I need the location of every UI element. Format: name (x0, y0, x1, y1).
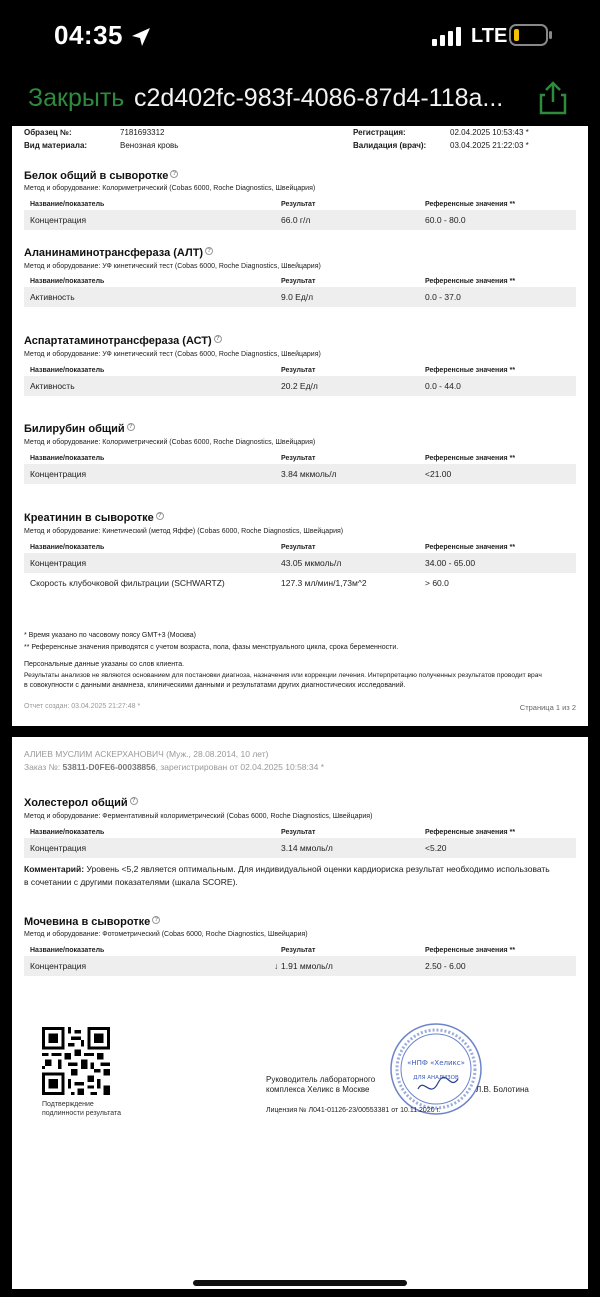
report-page-2 (12, 737, 588, 1289)
row-name: Активность (30, 381, 75, 391)
table-row (24, 573, 576, 593)
table-row (24, 376, 576, 396)
test-title: Холестерол общий ? (24, 797, 138, 809)
row-result: 9.0 Ед/л (281, 292, 314, 302)
row-ref: > 60.0 (425, 578, 449, 588)
table-row (24, 287, 576, 307)
test-method: Метод и оборудование: Кинетический (метод Яффе) (Cobas 6000, Roche Diagnostics, Швейцария) (24, 528, 344, 535)
footnote: в совокупности с данными анамнеза, клиническими данными и результатами других диагностических исследований. (24, 682, 406, 689)
comment-text: Уровень <5,2 является оптимальным. Для индивидуальной оценки кардиориска результат необходимо использовать (86, 864, 550, 874)
table-row (24, 956, 576, 976)
row-name: Концентрация (30, 843, 87, 853)
table-row (24, 838, 576, 858)
help-icon[interactable]: ? (170, 170, 178, 178)
row-result: 43.05 мкмоль/л (281, 558, 342, 568)
network-type: LTE (471, 25, 508, 47)
registration-label: Регистрация: (353, 128, 406, 137)
row-ref: 0.0 - 44.0 (425, 381, 461, 391)
order-number: 53811-D0FE6-00038856 (62, 762, 156, 772)
row-ref: 34.00 - 65.00 (425, 558, 476, 568)
row-result: 20.2 Ед/л (281, 381, 318, 391)
row-name: Активность (30, 292, 75, 302)
test-method: Метод и оборудование: Колориметрический (Cobas 6000, Roche Diagnostics, Швейцария) (24, 439, 316, 446)
test-method: Метод и оборудование: Ферментативный колориметрический (Cobas 6000, Roche Diagnostics, Швейцария) (24, 813, 373, 820)
lab-head-title: Руководитель лабораторного (266, 1075, 376, 1084)
test-title: Аспартатаминотрансфераза (АСТ) ? (24, 335, 222, 347)
row-ref: <5.20 (425, 843, 447, 853)
test-method: Метод и оборудование: Колориметрический (Cobas 6000, Roche Diagnostics, Швейцария) (24, 185, 316, 192)
table-row (24, 464, 576, 484)
test-method: Метод и оборудование: Фотометрический (Cobas 6000, Roche Diagnostics, Швейцария) (24, 931, 308, 938)
test-title: Мочевина в сыворотке ? (24, 916, 160, 928)
row-result: 127.3 мл/мин/1,73м^2 (281, 578, 367, 588)
row-ref: <21.00 (425, 469, 452, 479)
row-name: Скорость клубочковой фильтрации (SCHWARTZ) (30, 578, 225, 588)
order-prefix: Заказ №: (24, 762, 61, 772)
comment (24, 864, 550, 874)
lab-head-name: Л.В. Болотина (476, 1085, 529, 1094)
col-result-header: Результат (281, 278, 316, 285)
status-bar (0, 0, 600, 70)
viewer-nav-bar (0, 70, 600, 128)
row-ref: 0.0 - 37.0 (425, 292, 461, 302)
help-icon[interactable]: ? (214, 335, 222, 343)
col-name-header: Название/показатель (30, 367, 105, 374)
sample-label: Образец №: (24, 128, 72, 137)
col-name-header: Название/показатель (30, 947, 105, 954)
col-ref-header: Референсные значения ** (425, 455, 516, 462)
row-name: Концентрация (30, 961, 87, 971)
footnote: Персональные данные указаны со слов клиента. (24, 661, 185, 668)
material-value: Венозная кровь (120, 141, 179, 150)
row-ref: 60.0 - 80.0 (425, 215, 466, 225)
col-name-header: Название/показатель (30, 455, 105, 462)
col-result-header: Результат (281, 367, 316, 374)
report-page-1 (12, 126, 588, 726)
col-ref-header: Референсные значения ** (425, 947, 516, 954)
footnote: * Время указано по часовому поясу GMT+3 (Москва) (24, 632, 196, 639)
order-info (24, 762, 324, 772)
row-result: 3.14 ммоль/л (281, 843, 333, 853)
document-title: c2d402fc-983f-4086-87d4-118a... (134, 84, 504, 112)
col-ref-header: Референсные значения ** (425, 278, 516, 285)
seal-bottom-text: ДЛЯ АНАЛИЗОВ (413, 1075, 459, 1081)
license: Лицензия № Л041-01126-23/00553381 от 10.11.2020 г. (266, 1107, 441, 1114)
row-ref: 2.50 - 6.00 (425, 961, 466, 971)
col-result-header: Результат (281, 201, 316, 208)
test-method: Метод и оборудование: УФ кинетический тест (Cobas 6000, Roche Diagnostics, Швейцария) (24, 263, 321, 270)
footnote: ** Референсные значения приводятся с учетом возраста, пола, фазы менструального цикла, срока беременности. (24, 644, 399, 651)
col-name-header: Название/показатель (30, 544, 105, 551)
col-ref-header: Референсные значения ** (425, 829, 516, 836)
patient-info: АЛИЕВ МУСЛИМ АСКЕРХАНОВИЧ (Муж., 28.08.2014, 10 лет) (24, 749, 269, 759)
table-row (24, 553, 576, 573)
test-title: Аланинаминотрансфераза (АЛТ) ? (24, 247, 213, 259)
battery-icon (509, 24, 553, 46)
help-icon[interactable]: ? (130, 797, 138, 805)
qr-caption: Подтверждение (42, 1101, 94, 1108)
footnote: Результаты анализов не являются основанием для постановки диагноза, назначения или коррекции лечения. Интерпретацию полученных результатов проводит врач (24, 672, 542, 679)
col-name-header: Название/показатель (30, 201, 105, 208)
registration-value: 02.04.2025 10:53:43 * (450, 128, 529, 137)
order-suffix: , зарегистрирован от 02.04.2025 10:58:34 * (155, 762, 325, 772)
col-name-header: Название/показатель (30, 278, 105, 285)
signal-icon (432, 26, 462, 46)
row-result: 1.91 ммоль/л (281, 961, 333, 971)
lab-seal-stamp (388, 1021, 484, 1117)
lab-head-title: комплекса Хеликс в Москве (266, 1085, 370, 1094)
qr-code[interactable] (42, 1027, 110, 1095)
row-name: Концентрация (30, 558, 87, 568)
report-created: Отчет создан: 03.04.2025 21:27:48 * (24, 703, 141, 710)
share-icon[interactable] (536, 80, 570, 116)
col-result-header: Результат (281, 455, 316, 462)
close-button[interactable]: Закрыть (28, 84, 125, 112)
col-name-header: Название/показатель (30, 829, 105, 836)
validation-label: Валидация (врач): (353, 141, 427, 150)
test-title: Креатинин в сыворотке ? (24, 512, 164, 524)
comment-label: Комментарий: (24, 864, 85, 874)
down-arrow-icon: ↓ (274, 961, 279, 971)
help-icon[interactable]: ? (205, 247, 213, 255)
status-time: 04:35 (54, 20, 123, 50)
test-method: Метод и оборудование: УФ кинетический тест (Cobas 6000, Roche Diagnostics, Швейцария) (24, 351, 321, 358)
col-ref-header: Референсные значения ** (425, 367, 516, 374)
row-result: 66.0 г/л (281, 215, 311, 225)
col-ref-header: Референсные значения ** (425, 201, 516, 208)
home-indicator[interactable] (193, 1280, 407, 1286)
page-number: Страница 1 из 2 (519, 703, 576, 712)
table-row (24, 210, 576, 230)
row-result: 3.84 мкмоль/л (281, 469, 337, 479)
col-result-header: Результат (281, 829, 316, 836)
seal-top-text: «НПФ «Хеликс» (407, 1059, 465, 1067)
help-icon[interactable]: ? (156, 512, 164, 520)
row-name: Концентрация (30, 215, 87, 225)
comment-text: в сочетании с другими показателями (шкала SCORE). (24, 877, 238, 887)
location-arrow-icon (130, 26, 152, 48)
col-ref-header: Референсные значения ** (425, 544, 516, 551)
row-name: Концентрация (30, 469, 87, 479)
help-icon[interactable]: ? (152, 916, 160, 924)
col-result-header: Результат (281, 544, 316, 551)
sample-value: 7181693312 (120, 128, 165, 137)
test-title: Билирубин общий ? (24, 423, 135, 435)
material-label: Вид материала: (24, 141, 88, 150)
qr-caption: подлинности результата (42, 1110, 121, 1117)
validation-value: 03.04.2025 21:22:03 * (450, 141, 529, 150)
help-icon[interactable]: ? (127, 423, 135, 431)
test-title: Белок общий в сыворотке ? (24, 170, 178, 182)
col-result-header: Результат (281, 947, 316, 954)
